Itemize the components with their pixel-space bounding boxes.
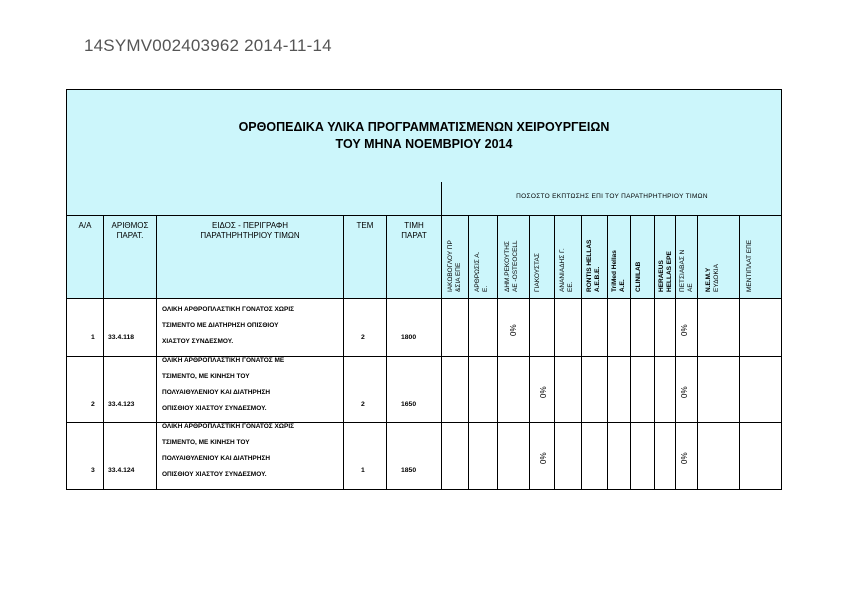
supplier-8: CLINILAB [635,261,642,292]
grid-line [739,216,740,490]
row-3-pct-giakoustas: 0% [539,452,548,464]
title-line-1: ΟΡΘΟΠΕΔΙΚΑ ΥΛΙΚΑ ΠΡΟΓΡΑΜΜΑΤΙΣΜΕΝΩΝ ΧΕΙΡΟΥΡΓΕΙΩΝ [238,120,610,134]
row-2-price: 1650 [401,401,417,408]
row-3-qty: 1 [361,467,365,474]
row-2-pct-giakoustas: 0% [539,386,548,398]
grid-line [441,216,442,490]
document-id: 14SYMV002403962 2014-11-14 [84,36,332,55]
grid-line [554,216,555,490]
supplier-2: ΑΡΘΡΩΣΙΣ Α. Ε. [474,251,489,292]
row-2-qty: 2 [361,401,365,408]
row-1-pct-osteocell: 0% [509,324,518,336]
col-aa: Α/Α [78,221,92,230]
row-3-aa: 3 [91,467,95,474]
supplier-1: ΙΑΚΩΒΟΓΛΟΥ ΠΡ &ΣΙΑ ΕΠΕ [447,240,462,292]
col-desc [157,221,343,241]
grid-line [697,216,698,490]
row-1-desc: ΟΛΙΚΗ ΑΡΘΡΟΠΛΑΣΤΙΚΗ ΓΟΝΑΤΟΣ ΧΩΡΙΣ ΤΣΙΜΕΝΤΟ ΜΕ ΔΙΑΤΗΡΗΣΗ ΟΠΙΣΘΙΟΥ ΧΙΑΣΤΟΥ ΣΥΝΔΕΣΜΟΥ. [162,306,295,345]
supplier-12: ΜΕΝΤΙΠΛΑΤ ΕΠΕ [746,239,753,292]
row-3-desc: ΟΛΙΚΗ ΑΡΘΡΟΠΛΑΣΤΙΚΗ ΓΟΝΑΤΟΣ ΧΩΡΙΣ ΤΣΙΜΕΝΤΟ, ΜΕ ΚΙΝΗΣΗ ΤΟΥ ΠΟΛΥΑΙΘΥΛΕΝΙΟΥ ΚΑΙ ΔΙΑΤΗΡΗΣΗ ΟΠΙΣΘΙΟΥ ΧΙΑΣΤΟΥ ΣΥΝΔΕΣΜΟΥ. [162,423,295,478]
grid-line [468,216,469,490]
row-1-qty: 2 [361,334,365,341]
grid-line [529,216,530,490]
row-3-pct-petsiavas: 0% [680,452,689,464]
title-line-2: ΤΟΥ ΜΗΝΑ ΝΟΕΜΒΡΙΟΥ 2014 [335,137,513,151]
procurement-table [66,89,782,490]
table-title [67,90,781,183]
row-1-aa: 1 [91,334,95,341]
col-price-line2: ΠΑΡΑΤ [401,231,427,240]
col-desc-line1: ΕΙΔΟΣ - ΠΕΡΙΓΡΑΦΗ [211,221,289,230]
supplier-5: ΑΝΑΝΙΑΔΗΣ Γ. ΕΕ. [559,248,574,292]
discount-band [67,182,781,216]
supplier-7: TriMed Hellas A.E. [611,250,626,292]
row-1-code: 33.4.118 [108,334,135,341]
row-2-desc: ΟΛΙΚΗ ΑΡΘΡΟΠΛΑΣΤΙΚΗ ΓΟΝΑΤΟΣ ΜΕ ΤΣΙΜΕΝΤΟ, ΜΕ ΚΙΝΗΣΗ ΤΟΥ ΠΟΛΥΑΙΘΥΛΕΝΙΟΥ ΚΑΙ ΔΙΑΤΗΡΗΣΗ ΟΠΙΣΘΙΟΥ ΧΙΑΣΤΟΥ ΣΥΝΔΕΣΜΟΥ. [162,357,285,412]
row-3-price: 1850 [401,467,417,474]
grid-line [675,216,676,490]
col-price-line1: ΤΙΜΗ [404,221,424,230]
grid-line [386,216,387,490]
supplier-4: ΓΙΑΚΟΥΣΤΑΣ [534,253,541,292]
row-3-code: 33.4.124 [108,467,135,474]
supplier-10: ΠΕΤΣΙΑΒΑΣ Ν ΑΕ [679,249,694,292]
grid-line [497,216,498,490]
grid-line [630,216,631,490]
col-qty: ΤΕΜ [356,221,374,230]
row-2-code: 33.4.123 [108,401,135,408]
col-price [387,221,441,241]
discount-header: ΠΟΣΟΣΤΟ ΕΚΠΤΩΣΗΣ ΕΠΙ ΤΟΥ ΠΑΡΑΤΗΡΗΤΗΡΙΟΥ ΤΙΜΩΝ [441,182,782,215]
column-header-row [67,216,781,299]
row-2-pct-petsiavas: 0% [680,386,689,398]
supplier-9: HERAEUS HELLAS EPE [658,251,673,292]
grid-line [103,216,104,490]
col-code [104,221,156,241]
col-code-line1: ΑΡΙΘΜΟΣ [111,221,149,230]
supplier-6: RONTIS HELLAS Α.Ε.Β.Ε. [586,239,601,292]
col-desc-line2: ΠΑΡΑΤΗΡΗΤΗΡΙΟΥ ΤΙΜΩΝ [200,231,300,240]
grid-line [607,216,608,490]
supplier-11: Ν.Ε.Μ.Υ ΕΥΔΟΚΙΑ [705,264,720,292]
row-1-pct-petsiavas: 0% [680,324,689,336]
grid-line [654,216,655,490]
row-1-price: 1800 [401,334,417,341]
supplier-3: ΔΗΜ.ΡΕΚΟΥΤΗΣ ΑΕ -OSTEOCELL [504,240,519,292]
grid-line [156,216,157,490]
grid-line [581,216,582,490]
grid-line [343,216,344,490]
row-2-aa: 2 [91,401,95,408]
col-code-line2: ΠΑΡΑΤ. [116,231,144,240]
